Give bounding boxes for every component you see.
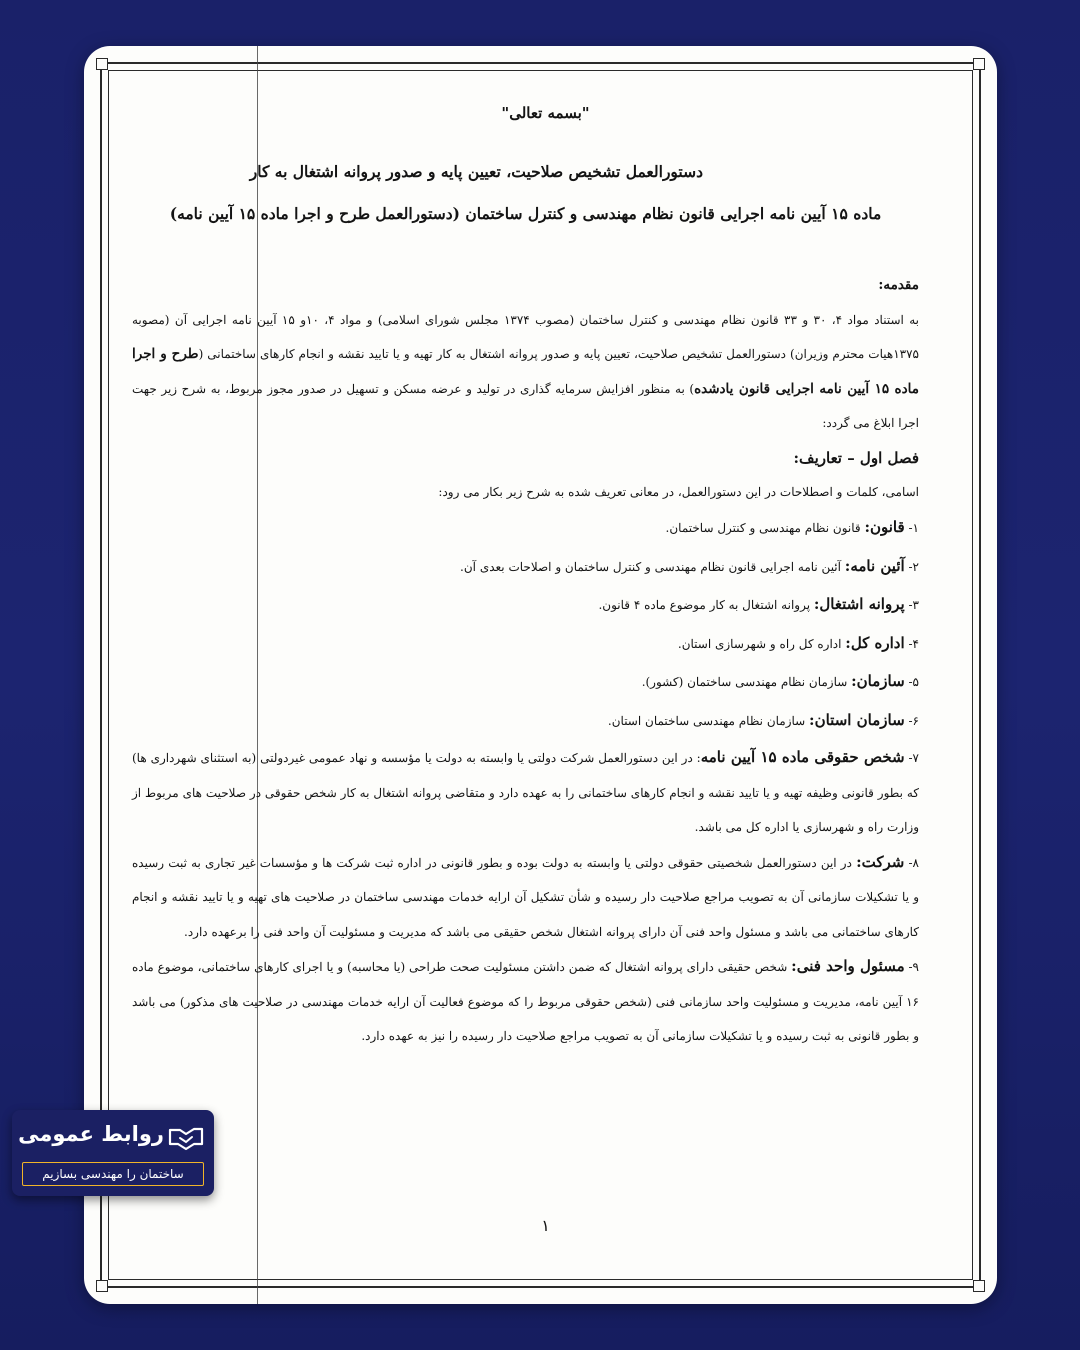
document-page [84, 46, 997, 1304]
definition-text: سازمان نظام مهندسی ساختمان استان. [607, 713, 810, 728]
definition-number: ۲- [904, 559, 919, 574]
document-content [132, 46, 919, 1304]
intro-text: به استناد مواد ۴، ۳۰ و ۳۳ قانون نظام مهندسی و کنترل ساختمان (مصوب ۱۳۷۴ مجلس شورای اسلامی) و مواد ۴، ۱۰و ۱۵ آیین نامه اجرایی آن (مصوبه ۱۳۷۵هیات محترم وزیران) دستورالعمل تشخیص صلاحیت، تعیین پایه و صدور پروانه اشتغال به کار تهیه و یا تایید نقشه و انجام کارهای ساختمانی ( [132, 312, 920, 361]
definition-term: پروانه اشتغال: [813, 595, 905, 613]
definition-term: شرکت: [856, 852, 905, 871]
chapter-intro: اسامی، کلمات و اصطلاحات در این دستورالعمل، در معانی تعریف شده به شرح زیر بکار می رود: [438, 484, 919, 499]
definition-number: ۹- [904, 960, 919, 974]
definition-term: شخص حقوقی ماده ۱۵ آیین نامه [700, 748, 905, 766]
page-number: ۱ [541, 1216, 550, 1235]
definition-number: ۳- [904, 598, 919, 612]
definition-number: ۷- [904, 751, 919, 765]
definition-text: شخص حقیقی دارای پروانه اشتغال که ضمن داشتن مسئولیت صحت طراحی (یا محاسبه) و یا اجرای کارهای ساختمانی، موضوع ماده ۱۶ آیین نامه، مدیریت و مسئولیت واحد سازمانی فنی (شخص حقوقی مربوط را که موضوع فعالیت آن ارایه خدمات مهندسی در صلاحیت های مذکور) می باشد و بطور قانونی به ثبت رسیده و یا تشکیلات سازمانی آن به تصویب مراجع صلاحیت دار رسیده را نیز به عهده دارد. [132, 960, 919, 1043]
definition-text: سازمان نظام مهندسی ساختمان (کشور). [641, 675, 852, 689]
public-relations-logo [12, 1110, 214, 1196]
chapter-title: فصل اول – تعاریف: [793, 448, 919, 467]
definition-term: اداره کل: [845, 633, 905, 652]
definition-number: ۴- [904, 636, 919, 651]
intro-heading: مقدمه: [878, 277, 919, 293]
document-body [132, 268, 919, 1054]
intro-paragraph [132, 303, 919, 441]
definition-number: ۱- [904, 521, 919, 535]
definition-text: در این دستورالعمل شخصیتی حقوقی دولتی یا وابسته به دولت بوده و بطور قانونی در اداره ثبت شرکت ها و مؤسسات غیر تجاری به ثبت رسیده و یا تشکیلات سازمانی آن به تصویب مراجع صلاحیت دار رسیده و شأن تشکیل آن ارایه خدمات مهندسی ساختمان در صلاحیت های تهیه و یا تایید نقشه و انجام کارهای ساختمانی می باشد و مسئول واحد فنی آن دارای پروانه اشتغال شخص حقیقی می باشد که مدیریت و مسئولیت آن واحد فنی را برعهده دارد. [132, 855, 919, 939]
definition-text: قانون نظام مهندسی و کنترل ساختمان. [665, 521, 865, 535]
definition-item [132, 702, 919, 741]
definition-number: ۶- [904, 713, 919, 728]
logo-subtitle: ساختمان را مهندسی بسازیم [22, 1162, 204, 1186]
handshake-icon [168, 1124, 204, 1152]
border-corner [973, 58, 985, 70]
definition-number: ۸- [904, 855, 919, 870]
definition-term: مسئول واحد فنی: [791, 957, 905, 975]
document-subtitle: ماده ۱۵ آیین نامه اجرایی قانون نظام مهندسی و کنترل ساختمان (دستورالعمل طرح و اجرا ماده ۱۵ آیین نامه) [169, 204, 882, 223]
logo-title: روابط عمومی [18, 1122, 164, 1146]
intro-text-end: ) به منظور افزایش سرمایه گذاری در تولید و عرضه مسکن و تسهیل در صدور مجوز مربوط، به شرح زیر جهت اجرا ابلاغ می گردد: [132, 381, 919, 430]
definition-term: سازمان: [851, 672, 905, 690]
definition-item [132, 845, 919, 950]
bismillah-heading: "بسمه تعالی" [501, 104, 590, 122]
definition-item [132, 509, 919, 548]
intro-bold-text: طرح و اجرا ماده ۱۵ آیین نامه اجرایی قانون یادشده [132, 346, 919, 397]
definition-text: اداره کل راه و شهرسازی استان. [677, 636, 846, 651]
definition-item [132, 949, 919, 1054]
definition-text: آئین نامه اجرایی قانون نظام مهندسی و کنترل ساختمان و اصلاحات بعدی آن. [460, 559, 845, 574]
definition-item [132, 548, 919, 587]
border-corner [96, 58, 108, 70]
border-corner [973, 1280, 985, 1292]
definition-term: سازمان استان: [809, 710, 905, 729]
definition-item [132, 625, 919, 664]
definition-text: : در این دستورالعمل شرکت دولتی یا وابسته به دولت یا مؤسسه و نهاد عمومی غیردولتی (به استثنای شهرداری ها) که بطور قانونی وظیفه تهیه و یا تایید نقشه و انجام کارهای ساختمانی را به عهده دارد و متقاضی پروانه اشتغال به کار شخص حقوقی در صلاحیت های مربوط از وزارت راه و شهرسازی یا اداره کل می باشد. [132, 751, 919, 834]
definition-item [132, 740, 919, 845]
definition-term: قانون: [864, 518, 905, 536]
document-title: دستورالعمل تشخیص صلاحیت، تعیین پایه و صدور پروانه اشتغال به کار [249, 162, 703, 181]
definition-item [132, 586, 919, 625]
border-corner [96, 1280, 108, 1292]
definition-term: آئین نامه: [844, 556, 905, 575]
definition-number: ۵- [904, 675, 919, 689]
definition-text: پروانه اشتغال به کار موضوع ماده ۴ قانون. [598, 598, 814, 612]
definition-item [132, 663, 919, 702]
